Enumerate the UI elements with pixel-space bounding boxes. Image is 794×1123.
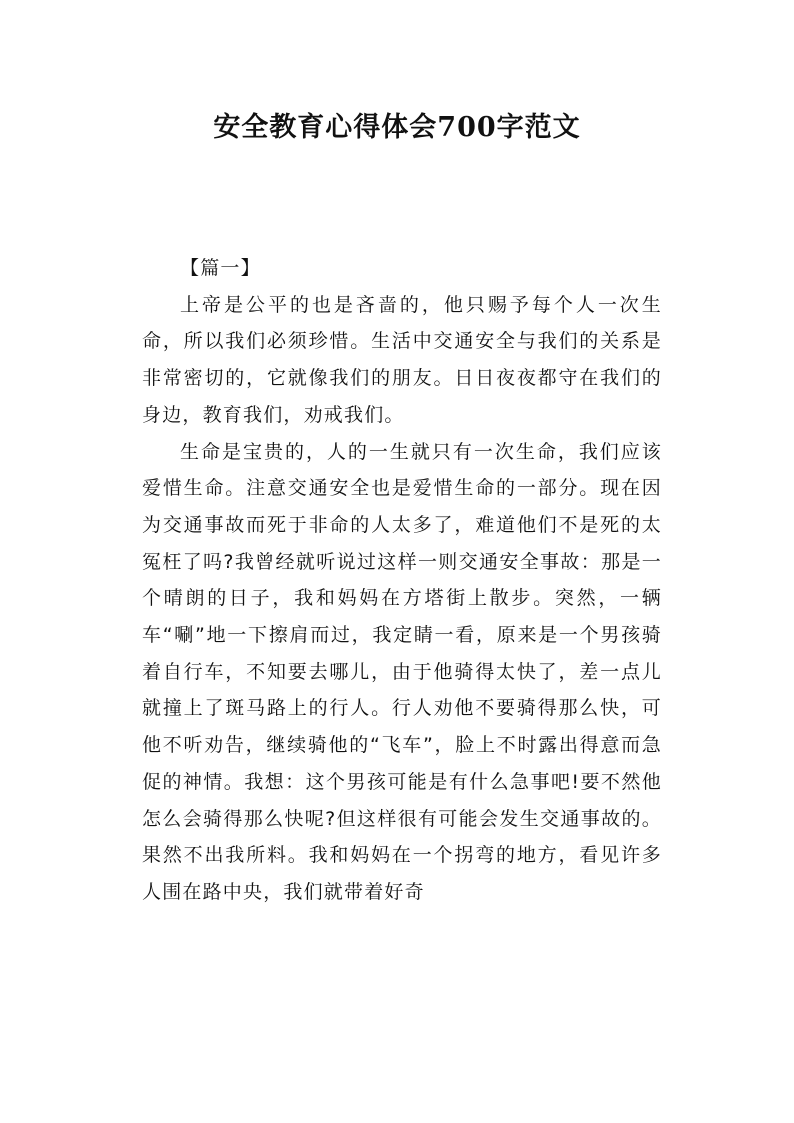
document-title: 安全教育心得体会700字范文 (213, 112, 581, 143)
paragraph: 上帝是公平的也是吝啬的，他只赐予每个人一次生命，所以我们必须珍惜。生活中交通安全与我们的关系是非常密切的，它就像我们的朋友。日日夜夜都守在我们的身边，教育我们，劝戒我们。 (142, 293, 662, 426)
section-heading: 【篇一】 (180, 257, 261, 279)
paragraph: 生命是宝贵的，人的一生就只有一次生命，我们应该爱惜生命。注意交通安全也是爱惜生命的一部分。现在因为交通事故而死于非命的人太多了，难道他们不是死的太冤枉了吗?我曾经就听说过这样一则交通安全事故：那是一个晴朗的日子，我和妈妈在方塔街上散步。突然，一辆车“唰”地一下擦肩而过，我定睛一看，原来是一个男孩骑着自行车，不知要去哪儿，由于他骑得太快了，差一点儿就撞上了斑马路上的行人。行人劝他不要骑得那么快，可他不听劝告，继续骑他的“飞车”，脸上不时露出得意而急促的神情。我想：这个男孩可能是有什么急事吧!要不然他怎么会骑得那么快呢?但这样很有可能会发生交通事故的。果然不出我所料。我和妈妈在一个拐弯的地方，看见许多人围在路中央，我们就带着好奇 (142, 440, 662, 903)
document-body (142, 250, 662, 911)
